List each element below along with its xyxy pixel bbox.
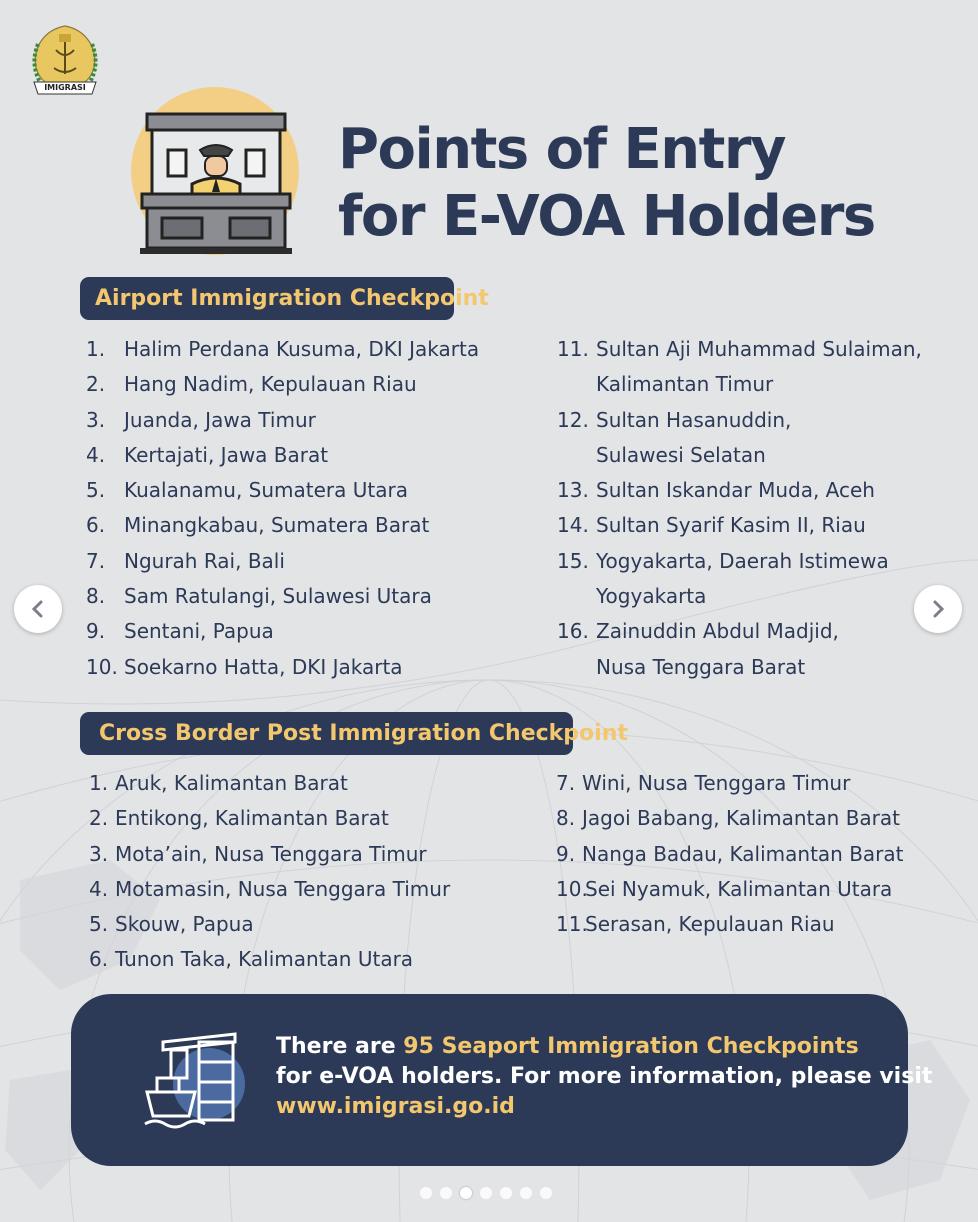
list-item-continued	[557, 579, 922, 614]
item-text: Sentani, Papua	[124, 619, 274, 644]
item-number: 8.	[86, 584, 106, 609]
list-item	[556, 872, 904, 907]
website-link[interactable]: www.imigrasi.go.id	[276, 1094, 515, 1119]
item-number: 2.	[86, 372, 106, 397]
item-number: 14.	[557, 513, 589, 538]
item-number: 2.	[89, 806, 109, 831]
list-item	[557, 544, 922, 579]
item-number: 15.	[557, 548, 589, 573]
banner-message	[276, 1032, 933, 1122]
list-item	[86, 332, 479, 367]
item-text: Yogyakarta	[596, 584, 707, 609]
list-item	[86, 650, 479, 685]
list-item	[89, 942, 450, 977]
item-text: Sultan Aji Muhammad Sulaiman,	[596, 337, 922, 361]
item-number: 1.	[89, 771, 109, 795]
item-text: Hang Nadim, Kepulauan Riau	[124, 372, 417, 397]
carousel-indicators	[420, 1187, 552, 1199]
carousel-dot-6[interactable]	[520, 1187, 532, 1199]
previous-slide-button[interactable]	[14, 585, 62, 633]
carousel-dot-5[interactable]	[500, 1187, 512, 1199]
item-number: 5.	[89, 912, 109, 937]
banner-prefix: There are	[276, 1034, 404, 1059]
item-text: Ngurah Rai, Bali	[124, 548, 285, 573]
item-number: 9.	[556, 841, 576, 866]
airport-list-right	[557, 332, 922, 685]
seaport-info-banner	[71, 994, 933, 1166]
item-text: Sulawesi Selatan	[596, 442, 766, 467]
item-text: Nanga Badau, Kalimantan Barat	[582, 841, 904, 866]
list-item	[89, 837, 450, 872]
carousel-dot-4[interactable]	[480, 1187, 492, 1199]
seaport-ship-icon	[143, 1028, 247, 1132]
item-text: Sultan Hasanuddin,	[596, 407, 792, 432]
list-item	[89, 907, 450, 942]
list-item	[556, 837, 904, 872]
item-number: 10.	[556, 876, 588, 901]
list-item	[86, 544, 479, 579]
carousel-dot-7[interactable]	[540, 1187, 552, 1199]
list-item	[556, 766, 904, 801]
item-text: Nusa Tenggara Barat	[596, 654, 806, 679]
item-text: Zainuddin Abdul Madjid,	[596, 619, 839, 644]
item-number: 6.	[89, 947, 109, 972]
item-text: Entikong, Kalimantan Barat	[115, 806, 389, 831]
item-number: 4.	[89, 876, 109, 901]
airport-section-heading: Airport Immigration Checkpoint	[80, 277, 454, 320]
list-item	[86, 403, 479, 438]
item-number: 7.	[86, 548, 106, 573]
item-text: Juanda, Jawa Timur	[124, 407, 316, 432]
item-text: Mota’ain, Nusa Tenggara Timur	[115, 841, 427, 866]
title-line-1: Points of Entry	[338, 117, 786, 182]
list-item-continued	[557, 650, 922, 685]
cross-border-list-right	[556, 766, 904, 942]
banner-line-1	[276, 1032, 886, 1062]
list-item	[89, 801, 450, 836]
item-text: Tunon Taka, Kalimantan Utara	[115, 947, 414, 972]
item-text: Motamasin, Nusa Tenggara Timur	[115, 876, 451, 901]
item-number: 12.	[557, 407, 589, 432]
item-text: Sei Nyamuk, Kalimantan Utara	[585, 876, 893, 901]
cross-border-list-left	[89, 766, 450, 978]
item-number: 3.	[89, 841, 109, 866]
item-text: Kertajati, Jawa Barat	[124, 442, 329, 467]
item-text: Sultan Syarif Kasim II, Riau	[596, 513, 866, 538]
item-number: 16.	[557, 619, 589, 644]
carousel-dot-1[interactable]	[420, 1187, 432, 1199]
list-item	[89, 872, 450, 907]
list-item	[86, 579, 479, 614]
item-number: 7.	[556, 771, 576, 795]
banner-line-2: for e-VOA holders. For more information, please visit	[276, 1064, 933, 1089]
list-item	[557, 508, 922, 543]
item-text: Yogyakarta, Daerah Istimewa	[596, 548, 889, 573]
list-item	[557, 473, 922, 508]
seaport-count-highlight: 95 Seaport Immigration Checkpoints	[403, 1034, 859, 1059]
item-text: Jagoi Babang, Kalimantan Barat	[582, 806, 900, 831]
list-item	[557, 332, 922, 367]
item-number: 11.	[556, 912, 588, 937]
item-number: 11.	[557, 337, 589, 361]
list-item	[557, 614, 922, 649]
list-item-continued	[557, 367, 922, 402]
immigration-booth-icon	[128, 84, 303, 259]
item-number: 4.	[86, 442, 106, 467]
airport-list-left	[86, 332, 479, 685]
item-text: Sultan Iskandar Muda, Aceh	[596, 478, 875, 503]
chevron-left-icon	[28, 599, 48, 619]
list-item-continued	[557, 438, 922, 473]
list-item	[556, 907, 904, 942]
item-text: Minangkabau, Sumatera Barat	[124, 513, 430, 538]
list-item	[86, 438, 479, 473]
logo-wordmark: IMIGRASI	[44, 83, 86, 92]
item-text: Serasan, Kepulauan Riau	[585, 912, 835, 937]
item-number: 9.	[86, 619, 106, 644]
item-text: Halim Perdana Kusuma, DKI Jakarta	[124, 337, 480, 361]
item-number: 1.	[86, 337, 106, 361]
list-item	[557, 403, 922, 438]
list-item	[556, 801, 904, 836]
next-slide-button[interactable]	[914, 585, 962, 633]
list-item	[86, 473, 479, 508]
carousel-dot-2[interactable]	[440, 1187, 452, 1199]
item-text: Skouw, Papua	[115, 912, 254, 937]
list-item	[86, 367, 479, 402]
item-text: Wini, Nusa Tenggara Timur	[582, 771, 851, 795]
item-text: Sam Ratulangi, Sulawesi Utara	[124, 584, 432, 609]
page-title	[338, 116, 898, 250]
item-text: Soekarno Hatta, DKI Jakarta	[124, 654, 403, 679]
item-text: Kalimantan Timur	[596, 372, 774, 397]
item-text: Aruk, Kalimantan Barat	[115, 771, 348, 795]
chevron-right-icon	[928, 599, 948, 619]
item-number: 6.	[86, 513, 106, 538]
list-item	[86, 508, 479, 543]
item-number: 5.	[86, 478, 106, 503]
item-number: 10.	[86, 654, 118, 679]
list-item	[89, 766, 450, 801]
item-text: Kualanamu, Sumatera Utara	[124, 478, 408, 503]
list-item	[86, 614, 479, 649]
carousel-dot-3-active[interactable]	[460, 1187, 472, 1199]
item-number: 3.	[86, 407, 106, 432]
item-number: 8.	[556, 806, 576, 831]
title-line-2: for E-VOA Holders	[338, 184, 875, 249]
cross-border-section-heading: Cross Border Post Immigration Checkpoint	[80, 712, 573, 755]
item-number: 13.	[557, 478, 589, 503]
